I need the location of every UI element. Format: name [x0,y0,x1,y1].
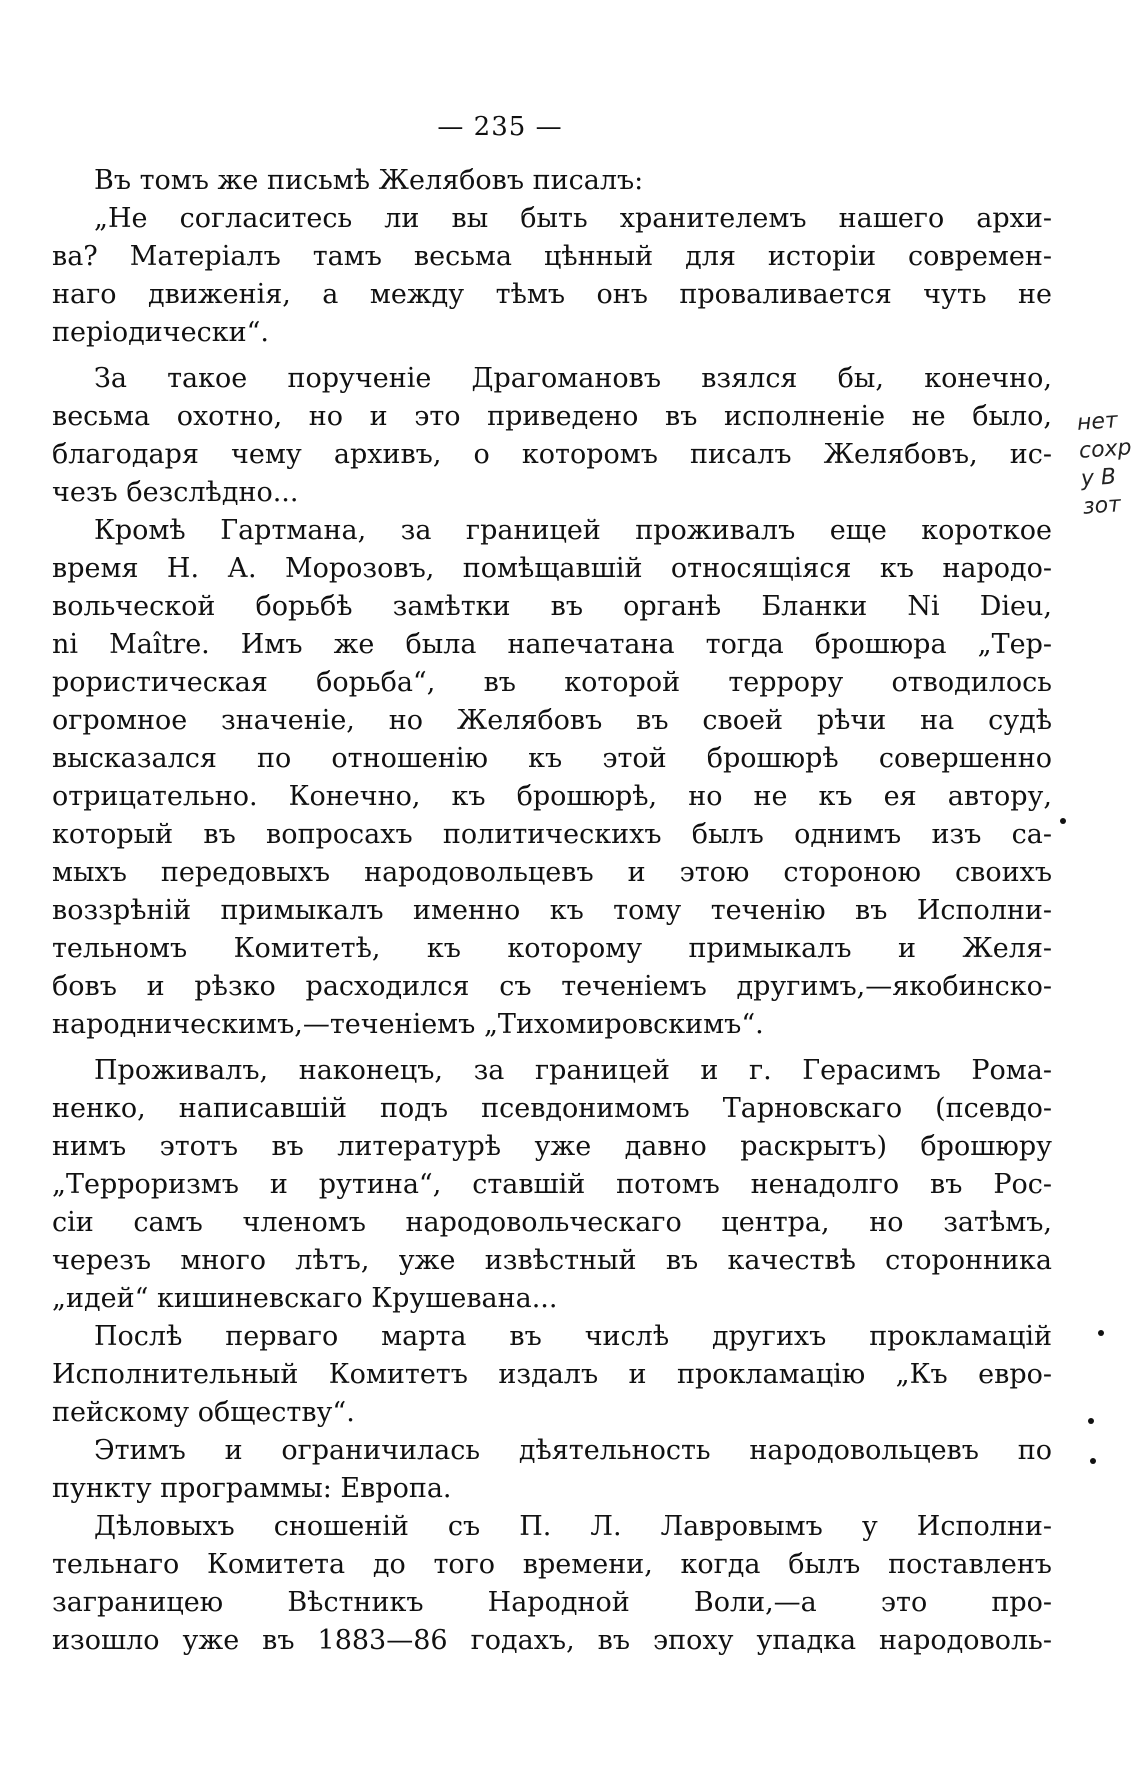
text-line: ва? Матеріалъ тамъ весьма цѣнный для исторіи современ- [52,241,1052,272]
text-line: За такое порученіе Драгомановъ взялся бы, конечно, [94,363,1052,394]
text-line: заграницею Вѣстникъ Народной Воли,—а это про- [52,1587,1052,1618]
text-line: мыхъ передовыхъ народовольцевъ и этою стороною своихъ [52,857,1052,888]
body-text [52,162,1052,1660]
text-line: „Не согласитесь ли вы быть хранителемъ нашего архи- [94,203,1052,234]
text-line: Послѣ перваго марта въ числѣ другихъ прокламацій [94,1321,1052,1352]
text-line: нимъ этотъ въ литературѣ уже давно раскрытъ) брошюру [52,1131,1052,1162]
text-line: тельномъ Комитетѣ, къ которому примыкалъ и Желя- [52,933,1052,964]
text-line: весьма охотно, но и это приведено въ исполненіе не было, [52,401,1052,432]
text-line: вольческой борьбѣ замѣтки въ органѣ Бланки Ni Dieu, [52,591,1052,622]
text-line: періодически“. [52,317,269,348]
text-line: „Терроризмъ и рутина“, ставшій потомъ ненадолго въ Рос- [52,1169,1052,1200]
margin-note-line: нет [1076,408,1119,436]
text-line: изошло уже въ 1883—86 годахъ, въ эпоху упадка народоволь- [52,1625,1052,1656]
text-line: чезъ безслѣдно... [52,477,299,508]
text-line: наго движенія, а между тѣмъ онъ проваливается чуть не [52,279,1052,310]
margin-note-line: зот [1082,492,1122,520]
text-line: высказался по отношенію къ этой брошюрѣ совершенно [52,743,1052,774]
text-line: который въ вопросахъ политическихъ былъ однимъ изъ са- [52,819,1052,850]
text-line: Этимъ и ограничилась дѣятельность народовольцевъ по [94,1435,1052,1466]
handwritten-margin-note [1076,406,1136,521]
ink-speck [1098,1330,1104,1336]
text-line: рористическая борьба“, въ которой террору отводилось [52,667,1052,698]
text-line: Кромѣ Гартмана, за границей проживалъ еще короткое [94,515,1052,546]
text-line: время Н. А. Морозовъ, помѣщавшій относящіяся къ народо- [52,553,1052,584]
text-line: Въ томъ же письмѣ Желябовъ писалъ: [94,165,644,196]
text-line: благодаря чему архивъ, о которомъ писалъ Желябовъ, ис- [52,439,1052,470]
text-line: „идей“ кишиневскаго Крушевана... [52,1283,558,1314]
text-line: Проживалъ, наконецъ, за границей и г. Герасимъ Рома- [94,1055,1052,1086]
text-line: тельнаго Комитета до того времени, когда былъ поставленъ [52,1549,1052,1580]
ink-speck [1090,1458,1096,1464]
text-line: народническимъ,—теченіемъ „Тихомировскимъ“. [52,1009,764,1040]
ink-speck [1088,1418,1094,1424]
text-line: отрицательно. Конечно, къ брошюрѣ, но не къ ея автору, [52,781,1052,812]
text-line: черезъ много лѣтъ, уже извѣстный въ качествѣ сторонника [52,1245,1052,1276]
text-line: пейскому обществу“. [52,1397,355,1428]
page-number: — 235 — [437,112,563,142]
text-line: сіи самъ членомъ народовольческаго центра, но затѣмъ, [52,1207,1052,1238]
margin-note-line: у В [1080,464,1117,492]
text-line: Дѣловыхъ сношеній съ П. Л. Лавровымъ у Исполни- [94,1511,1052,1542]
text-line: пункту программы: Европа. [52,1473,452,1504]
text-line: огромное значеніе, но Желябовъ въ своей рѣчи на судѣ [52,705,1052,736]
text-line: Исполнительный Комитетъ издалъ и прокламацію „Къ евро- [52,1359,1052,1390]
text-line: ni Maître. Имъ же была напечатана тогда брошюра „Тер- [52,629,1052,660]
text-line: ненко, написавшій подъ псевдонимомъ Тарновскаго (псевдо- [52,1093,1052,1124]
ink-speck [1060,818,1066,824]
margin-note-line: сохр [1078,435,1133,464]
text-line: воззрѣній примыкалъ именно къ тому теченію въ Исполни- [52,895,1052,926]
text-line: бовъ и рѣзко расходился съ теченіемъ другимъ,—якобинско- [52,971,1052,1002]
